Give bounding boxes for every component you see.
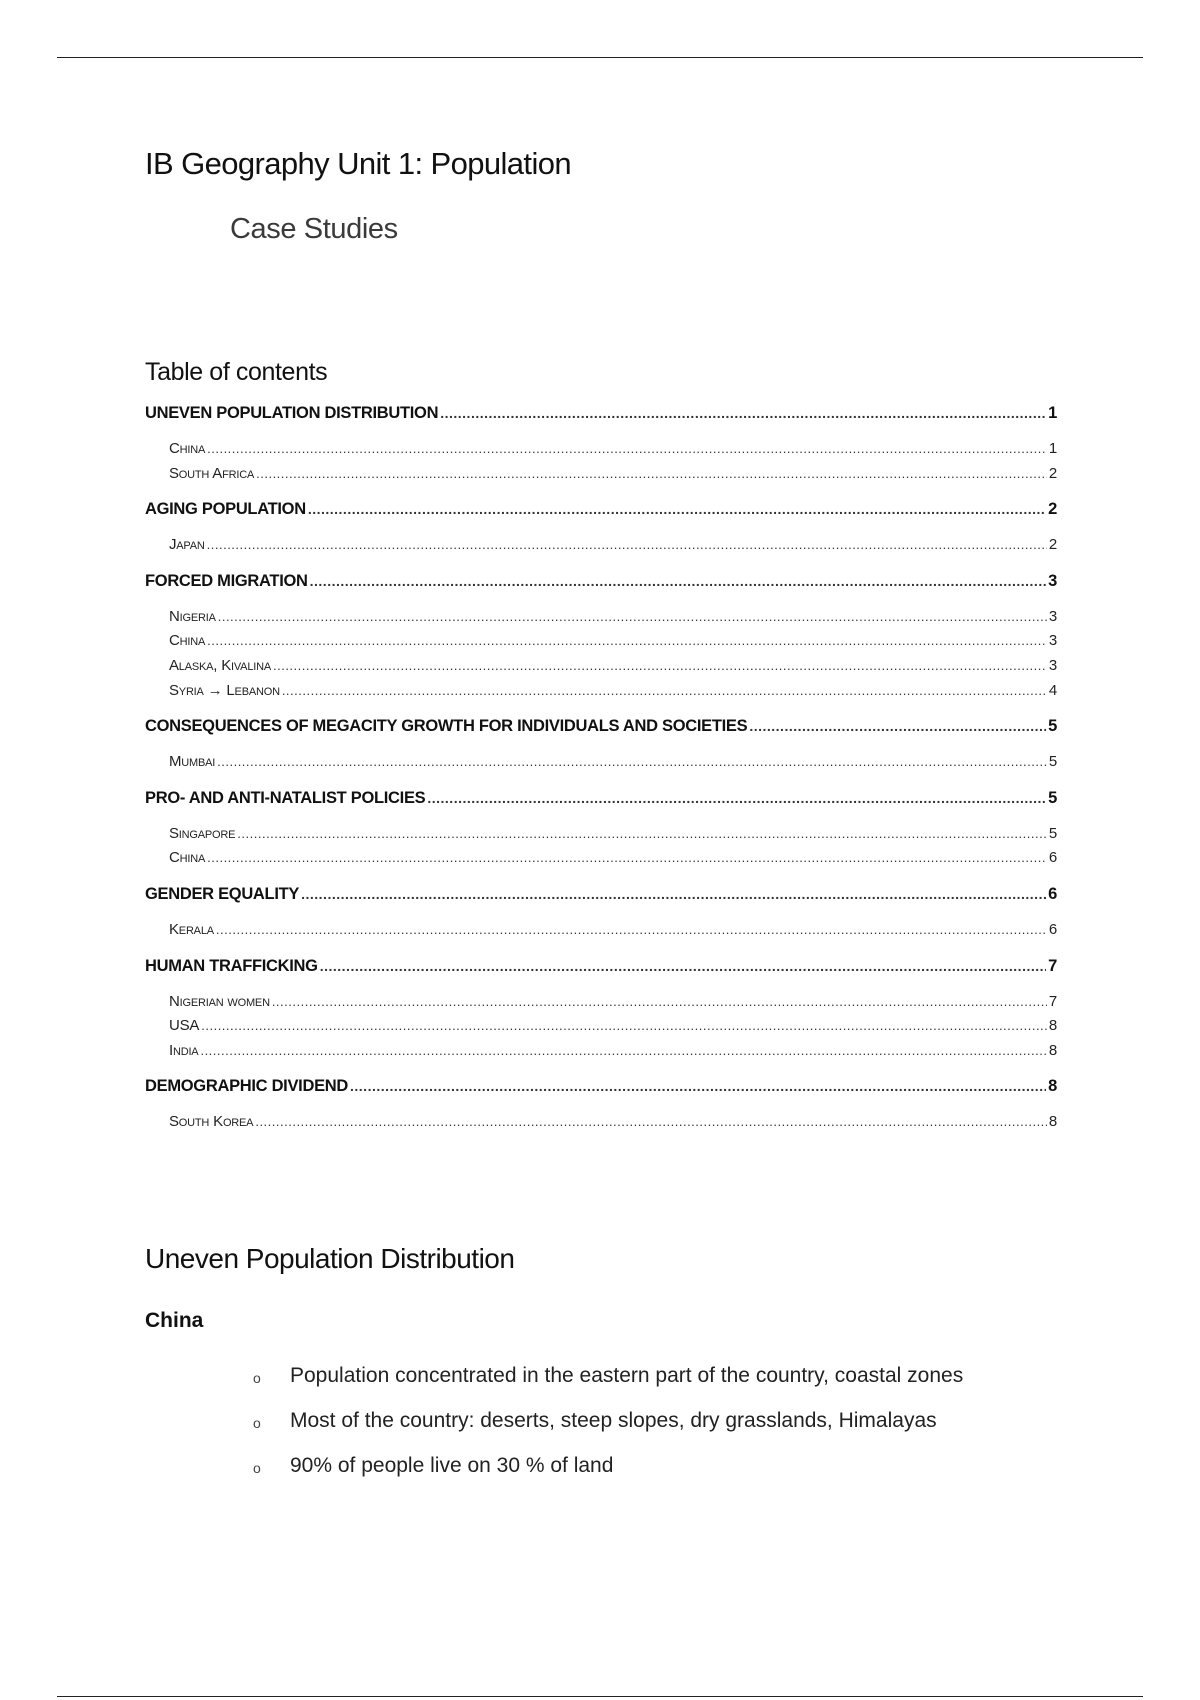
toc-entry-label: Japan <box>169 536 205 554</box>
toc-entry-page: 1 <box>1048 404 1057 422</box>
toc-entry-page: 5 <box>1048 788 1057 807</box>
toc-entry-label: USA <box>169 1017 200 1035</box>
toc-subentry[interactable] <box>145 825 1057 850</box>
toc-leader-dots <box>350 1078 1046 1094</box>
toc-entry-page: 8 <box>1048 1017 1057 1035</box>
toc-subentry[interactable] <box>145 465 1057 490</box>
toc-entry-label: CONSEQUENCES OF MEGACITY GROWTH FOR INDIVIDUALS AND SOCIETIES <box>145 717 748 736</box>
toc-subentry[interactable] <box>145 753 1057 778</box>
toc-entry[interactable] <box>145 572 1057 598</box>
toc-entry-page: 8 <box>1048 1113 1057 1131</box>
toc-entry-page: 2 <box>1048 464 1057 482</box>
toc-entry-label: Nigeria <box>169 607 216 625</box>
toc-subentry[interactable] <box>145 536 1057 561</box>
toc-leader-dots <box>440 405 1046 421</box>
toc-leader-dots <box>207 850 1047 865</box>
toc-leader-dots <box>301 886 1046 902</box>
toc-leader-dots <box>273 658 1047 673</box>
toc-entry[interactable] <box>145 957 1057 983</box>
toc-entry-label: China <box>169 849 206 867</box>
toc-leader-dots <box>216 922 1047 937</box>
section-heading: Uneven Population Distribution <box>145 1243 515 1274</box>
document-subtitle: Case Studies <box>230 213 398 245</box>
toc-entry-label: South Korea <box>169 1113 254 1131</box>
toc-subentry[interactable] <box>145 632 1057 657</box>
toc-subentry[interactable] <box>145 921 1057 946</box>
toc-entry-label: China <box>169 632 206 650</box>
toc-entry-label: UNEVEN POPULATION DISTRIBUTION <box>145 404 439 422</box>
toc-entry[interactable] <box>145 1077 1057 1103</box>
toc-entry-label: China <box>169 440 206 457</box>
toc-entry-label: Singapore <box>169 824 236 842</box>
toc-leader-dots <box>207 633 1047 648</box>
toc-leader-dots <box>310 573 1046 589</box>
bullet-text: Most of the country: deserts, steep slopes, dry grasslands, Himalayas <box>290 1409 937 1432</box>
toc-entry[interactable] <box>145 500 1057 526</box>
toc-entry-page: 7 <box>1048 992 1057 1010</box>
toc-entry-page: 6 <box>1048 884 1057 903</box>
bullet-text: 90% of people live on 30 % of land <box>290 1454 614 1477</box>
toc-entry-label: FORCED MIGRATION <box>145 571 308 590</box>
toc-entry[interactable] <box>145 717 1057 743</box>
toc-entry-page: 3 <box>1048 607 1057 625</box>
toc-leader-dots <box>282 683 1047 698</box>
bullet-text: Population concentrated in the eastern part of the country, coastal zones <box>290 1364 964 1387</box>
toc-entry-page: 3 <box>1048 571 1057 590</box>
toc-leader-dots <box>207 441 1047 456</box>
toc-entry-page: 6 <box>1048 849 1057 867</box>
toc-subentry[interactable] <box>145 682 1057 707</box>
document-title: IB Geography Unit 1: Population <box>145 146 572 181</box>
toc-leader-dots <box>320 958 1046 974</box>
toc-subentry[interactable] <box>145 608 1057 633</box>
toc-entry-page: 5 <box>1048 717 1057 736</box>
toc-entry[interactable] <box>145 789 1057 815</box>
bullet-list <box>253 1364 963 1499</box>
toc-leader-dots <box>217 754 1047 769</box>
toc-subentry[interactable] <box>145 440 1057 465</box>
toc-leader-dots <box>207 537 1047 552</box>
toc-entry-page: 8 <box>1048 1041 1057 1059</box>
toc-subentry[interactable] <box>145 1042 1057 1067</box>
toc-leader-dots <box>256 466 1047 481</box>
toc-entry-page: 8 <box>1048 1077 1057 1096</box>
toc-entry-label: GENDER EQUALITY <box>145 884 300 903</box>
toc-subentry[interactable] <box>145 657 1057 682</box>
toc-entry-page: 3 <box>1048 656 1057 674</box>
toc-entry-label: HUMAN TRAFFICKING <box>145 956 318 975</box>
toc-heading: Table of contents <box>145 358 328 386</box>
toc-subentry[interactable] <box>145 993 1057 1018</box>
toc-entry-label: DEMOGRAPHIC DIVIDEND <box>145 1077 349 1096</box>
bullet-item <box>253 1364 963 1409</box>
toc-leader-dots <box>272 994 1047 1009</box>
toc-entry-page: 6 <box>1048 920 1057 938</box>
bottom-rule <box>57 1696 1143 1697</box>
table-of-contents <box>145 404 1057 1138</box>
toc-leader-dots <box>218 609 1047 624</box>
toc-entry-label: Mumbai <box>169 753 216 771</box>
toc-entry-label: AGING POPULATION <box>145 500 306 519</box>
toc-subentry[interactable] <box>145 1017 1057 1042</box>
toc-leader-dots <box>255 1114 1047 1129</box>
toc-subentry[interactable] <box>145 849 1057 874</box>
toc-entry-label: Nigerian women <box>169 992 270 1010</box>
toc-entry-page: 7 <box>1048 956 1057 975</box>
toc-leader-dots <box>200 1043 1046 1058</box>
toc-subentry[interactable] <box>145 1113 1057 1138</box>
toc-entry-label: Kerala <box>169 920 214 938</box>
bullet-item <box>253 1454 963 1499</box>
toc-entry-label: India <box>169 1041 199 1059</box>
toc-entry[interactable] <box>145 885 1057 911</box>
toc-leader-dots <box>237 826 1047 841</box>
toc-entry-page: 4 <box>1048 681 1057 699</box>
toc-entry-label: South Africa <box>169 464 255 482</box>
toc-entry-page: 2 <box>1048 500 1057 519</box>
toc-entry-label: Syria → Lebanon <box>169 681 280 699</box>
bullet-marker: o <box>253 1415 261 1431</box>
bullet-marker: o <box>253 1370 261 1386</box>
toc-entry-page: 5 <box>1048 753 1057 771</box>
toc-entry-label: PRO- AND ANTI-NATALIST POLICIES <box>145 788 426 807</box>
toc-entry-label: Alaska, Kivalina <box>169 656 271 674</box>
toc-leader-dots <box>749 718 1046 734</box>
bullet-item <box>253 1409 963 1454</box>
toc-leader-dots <box>201 1018 1047 1033</box>
toc-entry-page: 5 <box>1048 824 1057 842</box>
top-rule <box>57 57 1143 58</box>
toc-entry[interactable] <box>145 404 1057 430</box>
toc-entry-page: 3 <box>1048 632 1057 650</box>
subsection-heading: China <box>145 1309 204 1332</box>
bullet-marker: o <box>253 1460 261 1476</box>
toc-leader-dots <box>427 790 1046 806</box>
toc-entry-page: 2 <box>1048 536 1057 554</box>
toc-entry-page: 1 <box>1048 440 1057 457</box>
toc-leader-dots <box>308 501 1046 517</box>
